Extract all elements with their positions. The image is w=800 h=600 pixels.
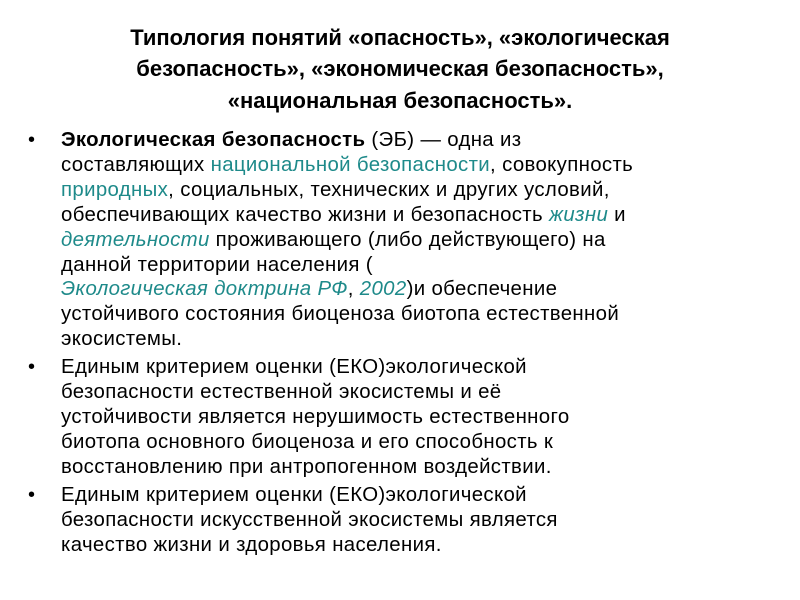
text-run: , социальных, технических и других условий, bbox=[168, 178, 610, 201]
slide-title-line: Типология понятий «опасность», «экологическая bbox=[130, 25, 670, 50]
link-ecological-doctrine[interactable]: Экологическая доктрина РФ bbox=[61, 278, 348, 301]
text-line: качество жизни и здоровья населения. bbox=[61, 533, 442, 556]
text-run: (ЭБ) — одна из bbox=[365, 129, 522, 151]
text-line: Единым критерием оценки (ЕКО)экологической bbox=[61, 483, 527, 506]
text-run: , совокупность bbox=[490, 153, 634, 176]
text-line bbox=[61, 178, 788, 203]
slide-title bbox=[30, 22, 770, 116]
text-line: безопасности искусственной экосистемы является bbox=[61, 508, 558, 531]
link-national-security[interactable]: национальной безопасности bbox=[210, 153, 491, 176]
text-line bbox=[61, 253, 788, 278]
bullet-item-artificial-ecosystem bbox=[28, 483, 788, 558]
text-line: Единым критерием оценки (ЕКО)экологической bbox=[61, 356, 527, 379]
text-run: данной территории населения ( bbox=[61, 253, 373, 276]
text-run: )и обеспечение bbox=[406, 278, 558, 301]
link-year-2002[interactable]: 2002 bbox=[359, 278, 407, 301]
text-run: устойчивого состояния биоценоза биотопа естественной bbox=[61, 303, 620, 326]
text-line bbox=[61, 153, 788, 178]
bullet-list bbox=[28, 128, 788, 557]
bullet-icon: • bbox=[28, 356, 36, 379]
text-line bbox=[61, 327, 788, 352]
text-line: биотопа основного биоценоза и его способность к bbox=[61, 430, 554, 453]
bullet-icon: • bbox=[28, 129, 36, 151]
text-run: экосистемы. bbox=[61, 328, 183, 351]
text-run: и bbox=[608, 203, 626, 226]
text-line bbox=[61, 277, 788, 302]
bullet-item-definition bbox=[28, 128, 788, 352]
text-line bbox=[61, 203, 788, 228]
text-line: устойчивости является нерушимость естественного bbox=[61, 405, 570, 428]
bullet-icon: • bbox=[28, 483, 36, 506]
link-natural[interactable]: природных bbox=[61, 178, 169, 201]
bullet-item-natural-ecosystem bbox=[28, 355, 788, 480]
text-line: восстановлению при антропогенном воздействии. bbox=[61, 455, 552, 478]
slide-title-line: безопасность», «экономическая безопасность», bbox=[136, 56, 664, 82]
text-line bbox=[61, 228, 788, 253]
slide-title-line: «национальная безопасность». bbox=[227, 87, 573, 113]
text-line: безопасности естественной экосистемы и её bbox=[61, 381, 502, 404]
text-run: обеспечивающих качество жизни и безопасность bbox=[61, 203, 549, 226]
text-run: проживающего (либо действующего) на bbox=[209, 228, 606, 251]
text-run: , bbox=[347, 278, 360, 301]
text-run: составляющих bbox=[61, 153, 211, 176]
link-activity[interactable]: деятельности bbox=[61, 228, 210, 251]
term-ecological-safety: Экологическая безопасность bbox=[61, 129, 366, 151]
link-life[interactable]: жизни bbox=[548, 203, 609, 226]
text-line bbox=[61, 302, 788, 327]
text-line bbox=[61, 128, 788, 153]
